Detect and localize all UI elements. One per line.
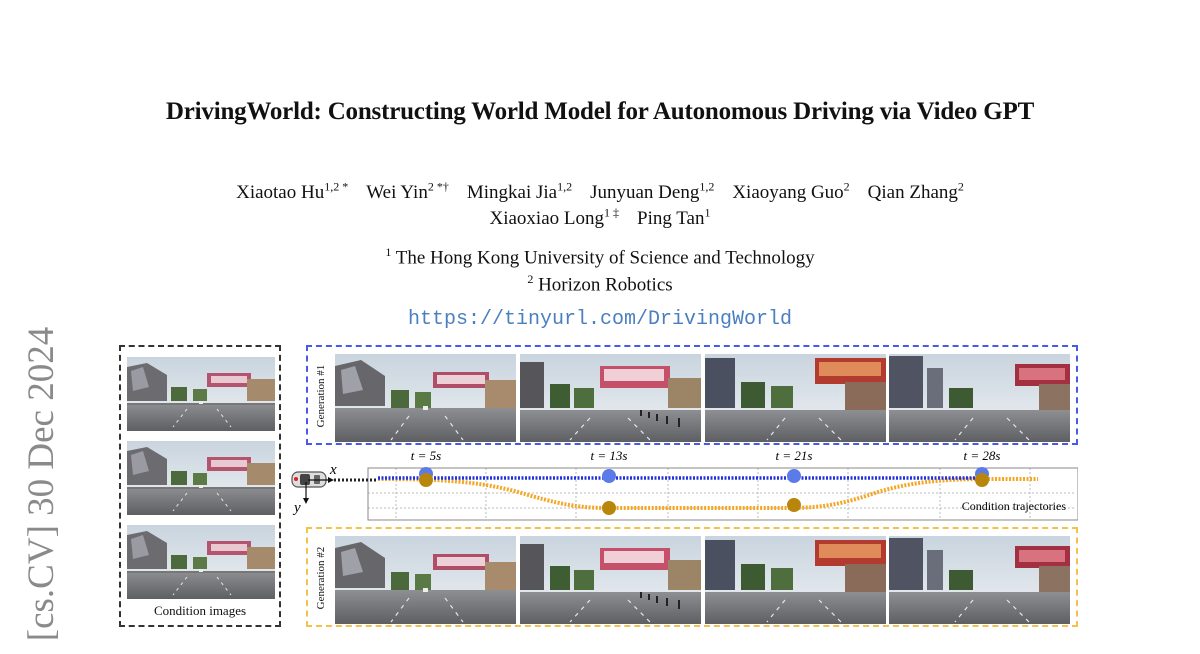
authors_line2-author-0 (490, 208, 620, 229)
generation-1-frame-4 (889, 354, 1070, 442)
paper-title: DrivingWorld: Constructing World Model for Autonomous Driving via Video GPT (165, 98, 1035, 125)
authors_line2-author-1 (637, 208, 710, 229)
generation-1-frame-1 (335, 354, 516, 442)
generation-2-box (306, 527, 1078, 627)
condition-image-2 (127, 441, 275, 515)
arxiv-stamp: [cs.CV] 30 Dec 2024 (21, 326, 62, 642)
marker-orange-t13 (602, 501, 616, 515)
marker-blue-t21 (787, 469, 801, 483)
author-name: Xiaotao Hu (236, 182, 325, 204)
generation-2-frame-3 (705, 536, 886, 624)
time-label-3: t = 21s (775, 448, 813, 463)
marker-blue-t13 (602, 469, 616, 483)
generation-1-frame-3 (705, 354, 886, 442)
author-name: Xiaoxiao Long (489, 208, 605, 230)
generation-2-frame-2 (520, 536, 701, 624)
authors_line1-author-2 (467, 182, 572, 203)
marker-orange-t5 (419, 473, 433, 487)
affiliation-1-sup: 1 (385, 245, 392, 259)
marker-orange-t21 (787, 498, 801, 512)
author-list-line1 (0, 180, 1200, 204)
condition-images-label: Condition images (153, 603, 247, 618)
generation-2-label (312, 535, 330, 621)
generation-1-frame-2 (520, 354, 701, 442)
time-label-2: t = 13s (590, 448, 628, 463)
author-list-line2 (0, 206, 1200, 230)
trajectory-label: Condition trajectories (961, 499, 1066, 513)
generation-1-label-text: Generation #1 (315, 364, 327, 428)
generation-1-label (312, 353, 330, 439)
time-label-1: t = 5s (410, 448, 442, 463)
affiliation-2-sup: 2 (527, 272, 534, 286)
authors_line1-author-1 (366, 182, 449, 203)
author-affiliation-sup: 1,2 (557, 180, 573, 194)
condition-image-1 (127, 357, 275, 431)
authors_line1-author-4 (732, 182, 849, 203)
author-name: Wei Yin (366, 182, 428, 204)
affiliation-1-name: The Hong Kong University of Science and Technology (395, 247, 815, 269)
author-affiliation-sup: 1,2 * (324, 180, 349, 194)
axis-x-label: x (330, 462, 337, 478)
author-name: Junyuan Deng (590, 182, 700, 204)
condition-image-3 (127, 525, 275, 599)
affiliation-2 (0, 272, 1200, 296)
author-name: Mingkai Jia (466, 182, 558, 204)
author-name: Qian Zhang (867, 182, 958, 204)
project-link[interactable]: https://tinyurl.com/DrivingWorld (407, 308, 793, 331)
author-name: Xiaoyang Guo (732, 182, 844, 204)
generation-1-box (306, 345, 1078, 445)
trajectory-plot (288, 444, 1078, 524)
marker-orange-t28 (975, 473, 989, 487)
author-affiliation-sup: 2 *† (427, 180, 449, 194)
affiliation-2-name: Horizon Robotics (538, 274, 673, 296)
condition-images-box (119, 345, 281, 627)
generation-2-frame-4 (889, 536, 1070, 624)
trajectory-axes (292, 462, 337, 516)
authors_line1-author-0 (236, 182, 348, 203)
authors_line1-author-3 (590, 182, 714, 203)
time-label-4: t = 28s (963, 448, 1001, 463)
author-name: Ping Tan (637, 208, 705, 230)
generation-2-label-text: Generation #2 (315, 546, 327, 610)
author-affiliation-sup: 2 (843, 180, 850, 194)
author-affiliation-sup: 2 (957, 180, 964, 194)
affiliation-1 (0, 245, 1200, 269)
author-affiliation-sup: 1 ‡ (604, 206, 620, 220)
axis-y-label: y (294, 500, 301, 516)
author-affiliation-sup: 1,2 (699, 180, 715, 194)
author-affiliation-sup: 1 (704, 206, 711, 220)
authors_line1-author-5 (868, 182, 964, 203)
generation-2-frame-1 (335, 536, 516, 624)
